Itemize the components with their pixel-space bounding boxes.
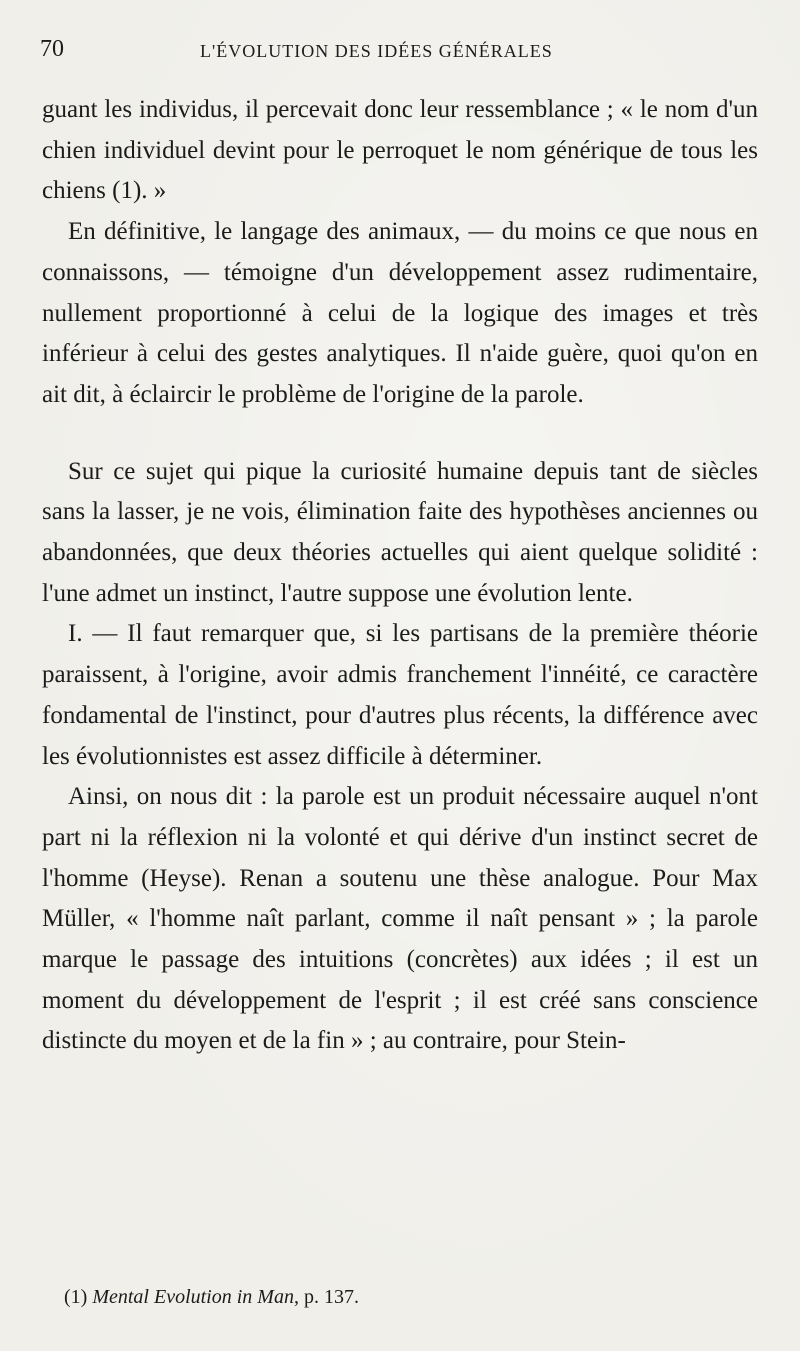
page-number: 70	[40, 36, 64, 62]
footnote-page: , p. 137.	[293, 1286, 359, 1308]
paragraph-continuation: guant les individus, il percevait donc leur ressemblance ; « le nom d'un chien individuel devint pour le perroquet le nom générique de tous les chiens (1). »	[42, 96, 758, 205]
paragraph-two-theories: Sur ce sujet qui pique la curiosité humaine depuis tant de siècles sans la lasser, je ne vois, élimination faite des hypothèses anciennes ou abandonnées, que deux théories actuelles qui aient quelque solidité : l'une admet un instinct, l'autre suppose une évolution lente.	[42, 457, 758, 607]
body-text	[42, 90, 758, 1062]
footnote-marker: (1)	[64, 1286, 88, 1308]
footnote	[64, 1286, 359, 1309]
paragraph-instinct-views: Ainsi, on nous dit : la parole est un produit nécessaire auquel n'ont part ni la réflexion ni la volonté et qui dérive d'un instinct secret de l'homme (Heyse). Renan a soutenu une thèse analogue. Pour Max Müller, « l'homme naît parlant, comme il naît pensant » ; la parole marque le passage des intuitions (concrètes) aux idées ; il est un moment du développement de l'esprit ; il est créé sans conscience distincte du moyen et de la fin » ; au contraire, pour Stein-	[42, 783, 758, 1055]
page-header	[40, 36, 760, 68]
footnote-work-title: Mental Evolution in Man	[92, 1286, 294, 1308]
paragraph-animal-language: En définitive, le langage des animaux, — du moins ce que nous en connaissons, — témoigne d'un développement assez rudimentaire, nullement proportionné à celui de la logique des images et très inférieur à celui des gestes analytiques. Il n'aide guère, quoi qu'on en ait dit, à éclaircir le problème de l'origine de la parole.	[42, 218, 758, 408]
paragraph-gap	[42, 416, 758, 452]
running-title: L'ÉVOLUTION DES IDÉES GÉNÉRALES	[200, 41, 553, 61]
paragraph-section-one: I. — Il faut remarquer que, si les partisans de la première théorie paraissent, à l'origine, avoir admis franchement l'innéité, ce caractère fondamental de l'instinct, pour d'autres plus récents, la différence avec les évolutionnistes est assez difficile à déterminer.	[42, 620, 758, 770]
